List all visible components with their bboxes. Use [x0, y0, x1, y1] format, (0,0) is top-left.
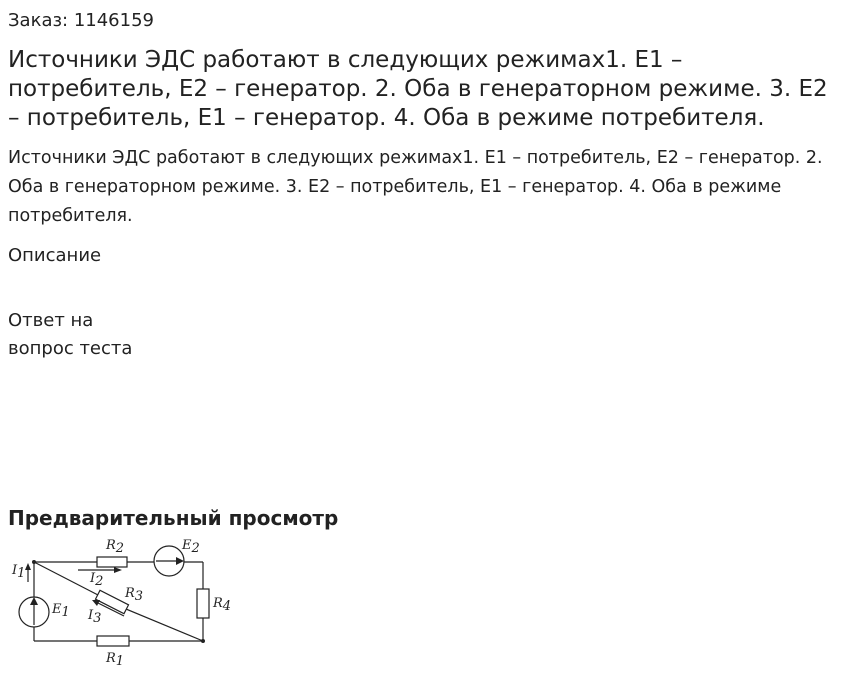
page-title: Источники ЭДС работают в следующих режимах1. E1 – потребитель, E2 – генератор. 2. Оба в генераторном режиме. 3. E2 – потребитель, E1 – генератор. 4. Оба в режиме потребителя. — [8, 47, 828, 131]
e2-arrowhead-icon — [176, 557, 184, 565]
wire-diagonal-lower — [126, 609, 203, 641]
i1-arrowhead-icon — [25, 563, 31, 570]
e1-arrowhead-icon — [30, 597, 38, 605]
label-i3: I3 — [88, 608, 102, 626]
node-top-left — [32, 560, 36, 564]
label-r2: R2 — [106, 538, 125, 556]
label-r4: R4 — [213, 596, 232, 614]
label-i1: I1 — [12, 563, 26, 581]
description-heading: Описание — [8, 245, 102, 266]
circuit-diagram — [8, 532, 240, 672]
resistor-r4 — [197, 589, 209, 618]
preview-heading: Предварительный просмотр — [8, 506, 339, 530]
label-r1: R1 — [106, 651, 125, 669]
order-number: Заказ: 1146159 — [8, 10, 154, 31]
resistor-r1 — [97, 636, 129, 646]
wire-diagonal-upper — [34, 562, 98, 595]
label-i2: I2 — [90, 571, 104, 589]
label-r3: R3 — [125, 586, 144, 604]
answer-text: Ответ на вопрос теста — [8, 310, 133, 359]
resistor-r2 — [97, 557, 127, 567]
node-bottom-right — [201, 639, 205, 643]
label-e1: E1 — [52, 602, 70, 620]
i2-arrowhead-icon — [114, 567, 122, 573]
label-e2: E2 — [182, 538, 200, 556]
question-text: Источники ЭДС работают в следующих режимах1. E1 – потребитель, E2 – генератор. 2. Оба в генераторном режиме. 3. E2 – потребитель, E1 – генератор. 4. Оба в режиме потребителя. — [8, 148, 823, 226]
